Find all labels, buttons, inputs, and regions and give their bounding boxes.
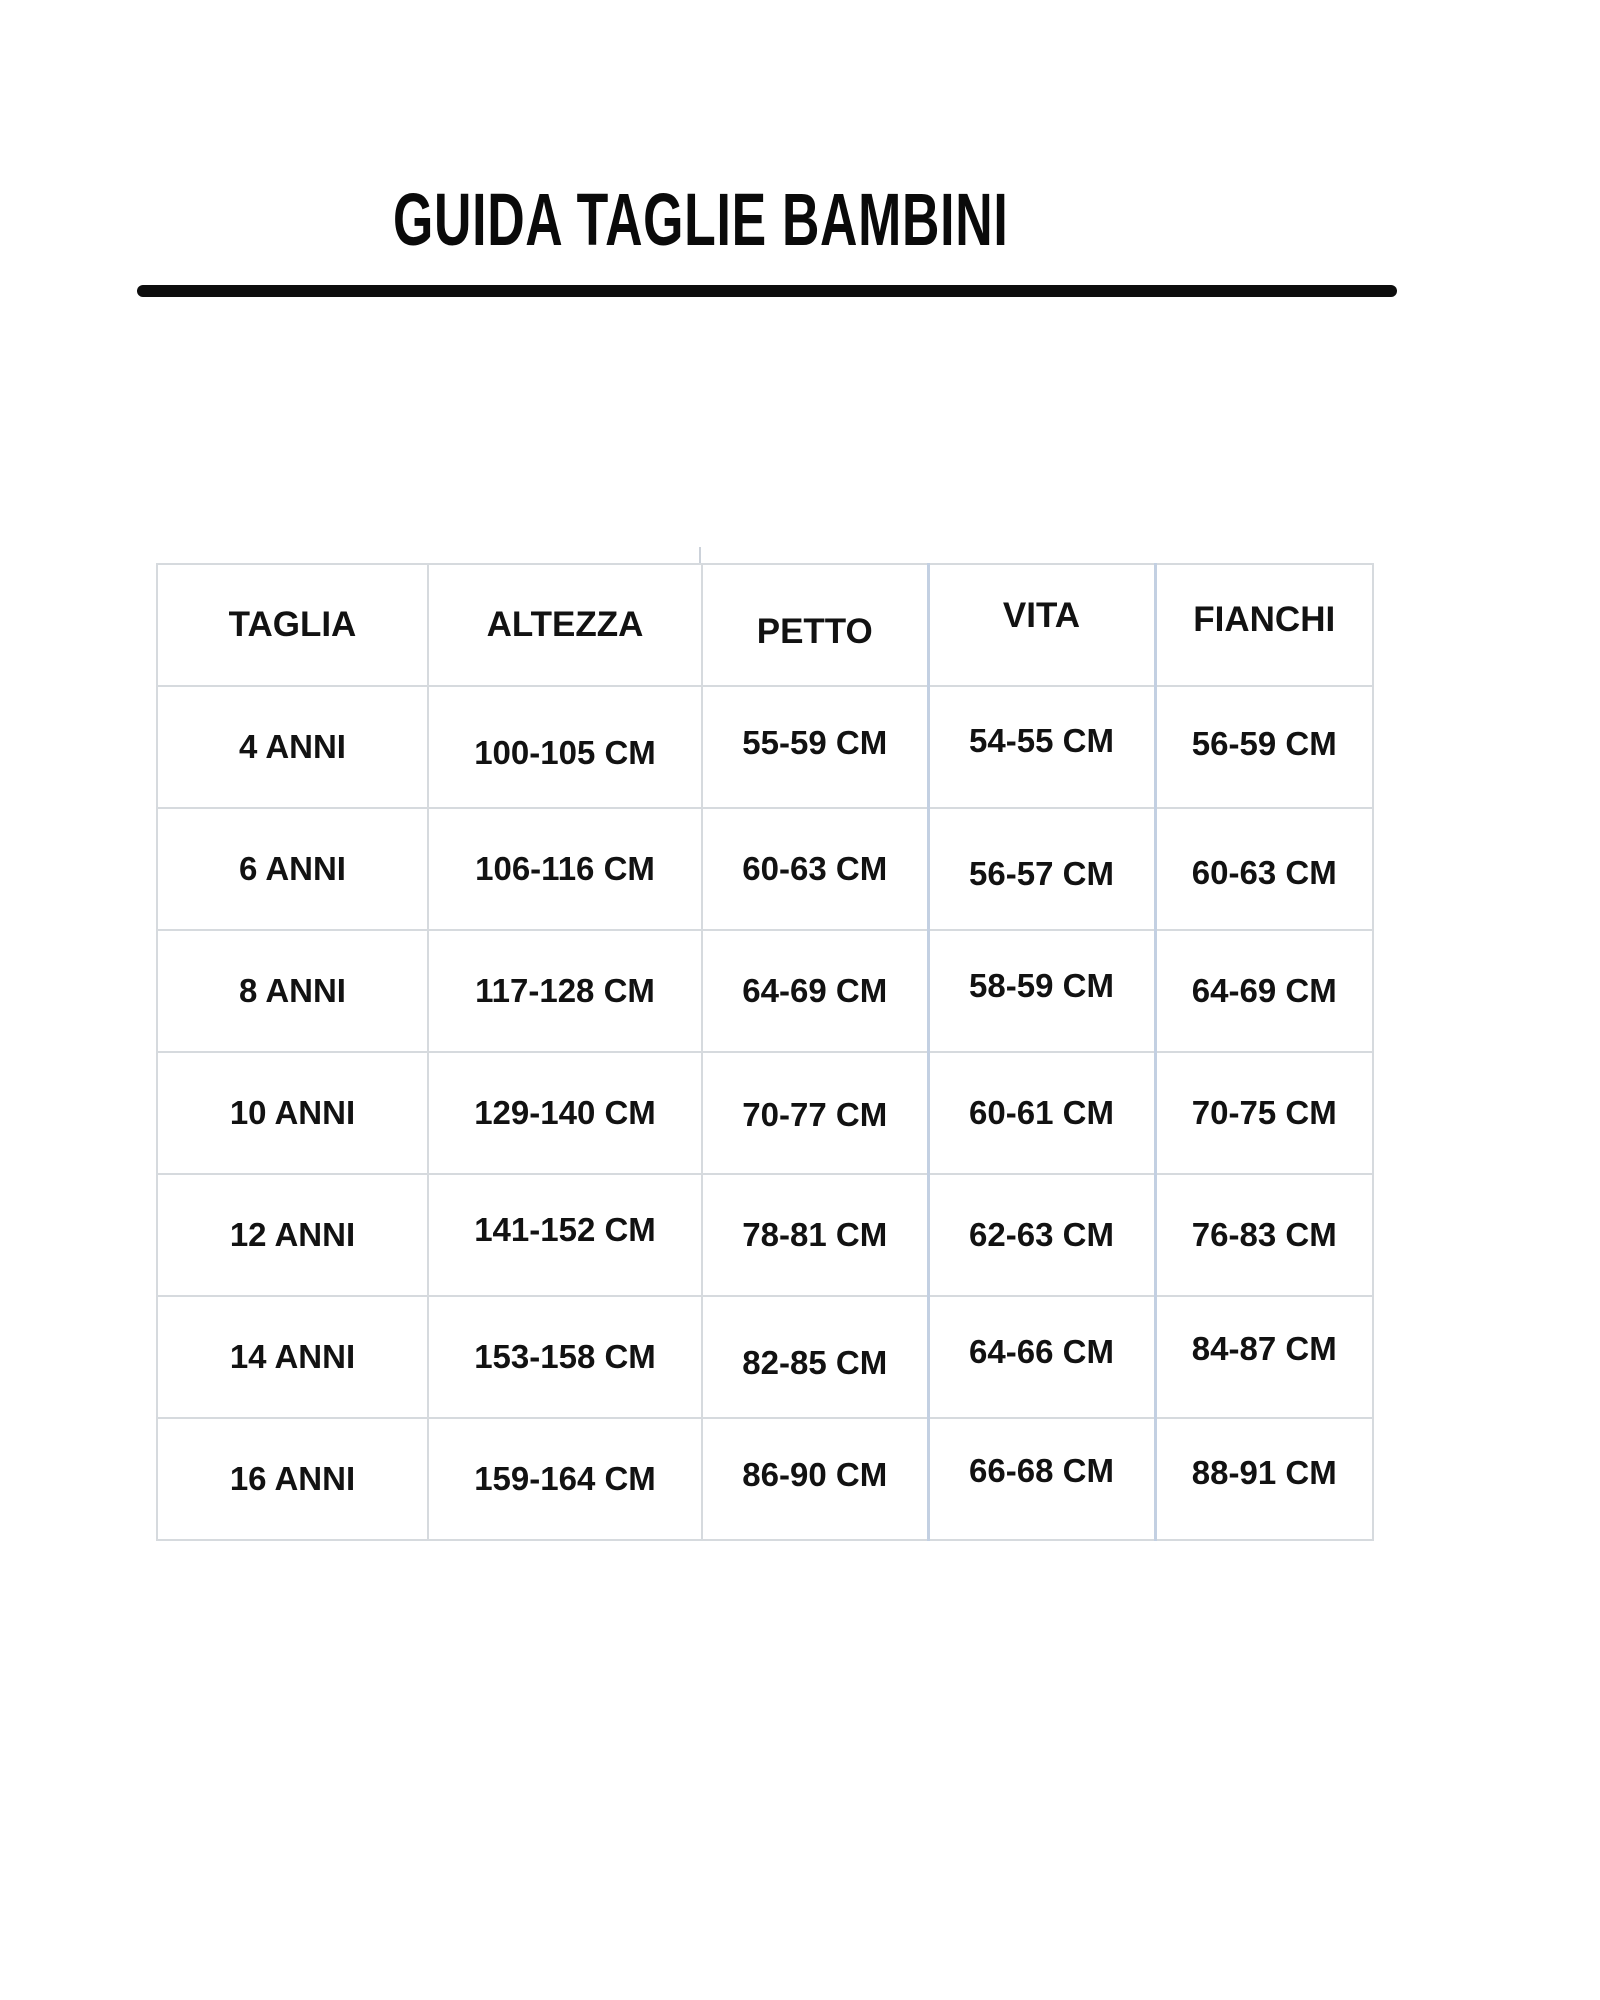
size-cell: 100-105 CM [428,686,702,808]
size-cell: 60-61 CM [928,1052,1155,1174]
size-cell: 64-69 CM [702,930,928,1052]
size-cell: 62-63 CM [928,1174,1155,1296]
page-title: GUIDA TAGLIE BAMBINI [393,178,1009,261]
size-cell: 14 ANNI [157,1296,428,1418]
size-cell: 82-85 CM [702,1296,928,1418]
size-cell: 10 ANNI [157,1052,428,1174]
size-cell: 12 ANNI [157,1174,428,1296]
column-header-altezza: ALTEZZA [428,564,702,686]
column-header-row [157,564,1373,686]
table-row [157,564,1373,686]
size-cell: 16 ANNI [157,1418,428,1540]
size-cell: 55-59 CM [702,686,928,808]
size-cell: 66-68 CM [928,1418,1155,1540]
column-header-petto: PETTO [702,564,928,686]
size-cell: 4 ANNI [157,686,428,808]
size-cell: 141-152 CM [428,1174,702,1296]
size-cell: 88-91 CM [1155,1418,1373,1540]
size-cell: 84-87 CM [1155,1296,1373,1418]
size-cell: 129-140 CM [428,1052,702,1174]
column-header-fianchi: FIANCHI [1155,564,1373,686]
size-cell: 64-69 CM [1155,930,1373,1052]
table-row [157,1296,1373,1418]
size-cell: 6 ANNI [157,808,428,930]
size-cell: 70-75 CM [1155,1052,1373,1174]
size-cell: 117-128 CM [428,930,702,1052]
table-row [157,686,1373,808]
table-row [157,1174,1373,1296]
size-cell: 60-63 CM [1155,808,1373,930]
size-cell: 56-57 CM [928,808,1155,930]
column-header-taglia: TAGLIA [157,564,428,686]
size-cell: 8 ANNI [157,930,428,1052]
size-cell: 70-77 CM [702,1052,928,1174]
table-row [157,930,1373,1052]
column-header-vita: VITA [928,564,1155,686]
size-cell: 159-164 CM [428,1418,702,1540]
size-cell: 58-59 CM [928,930,1155,1052]
size-cell: 153-158 CM [428,1296,702,1418]
size-guide-table [156,563,1374,1541]
table-row [157,808,1373,930]
size-cell: 64-66 CM [928,1296,1155,1418]
title-underline [137,285,1397,297]
size-cell: 54-55 CM [928,686,1155,808]
size-cell: 106-116 CM [428,808,702,930]
size-cell: 78-81 CM [702,1174,928,1296]
size-cell: 56-59 CM [1155,686,1373,808]
size-cell: 76-83 CM [1155,1174,1373,1296]
table-row [157,1052,1373,1174]
size-cell: 60-63 CM [702,808,928,930]
size-cell: 86-90 CM [702,1418,928,1540]
table-row [157,1418,1373,1540]
